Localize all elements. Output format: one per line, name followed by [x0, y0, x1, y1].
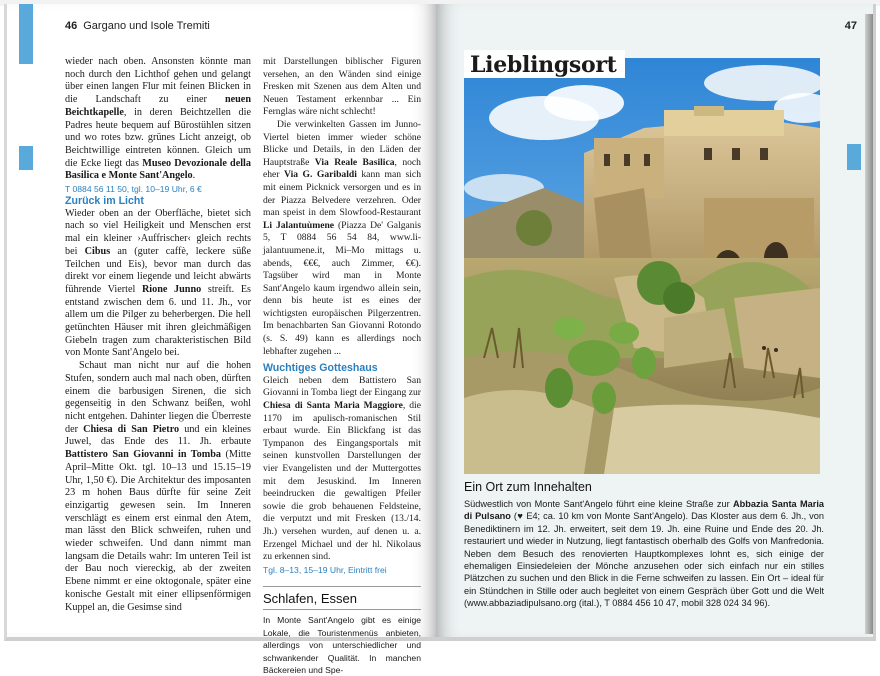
right-page-edges: [865, 14, 873, 634]
caption-text: Südwestlich von Monte Sant'Angelo führt eine kleine Straße zur Abbazia Santa Maria di Pulsano (♥ E4; ca. 10 km von Monte Sant'Angelo). Das Kloster aus dem 6. Jh., von Benediktinern im 12. Jh. erweitert, seit dem 19. Jh. eine Ruine und Ende des 20. Jh. restauriert und wieder in Nutzung, liegt fantastisch oberhalb des Golfs von Manfredonia. Neben dem Besuch des renovierten Hauptkomplexes lohnt es, sich einige der ehemaligen Einsiedeleien der Mönche anzusehen oder sich einfach nur ein stilles Plätzchen zu suchen und den Blick in die Ferne schweifen zu lassen. Ein Ort – ideal für ein Stündchen in Stille oder auch begleitet von einem Gespräch über Gott und die Welt (www.abbaziadipulsano.org (ital.), T 0884 456 10 47, mobil 328 024 34 96).: [464, 499, 824, 609]
chapter-tab-marker-right: [847, 144, 861, 170]
paragraph: Wieder oben an der Oberfläche, bietet sich nach so viel Heiligkeit und Menschen erst mal ein kleiner ›Auffrischer‹ gleich rechts bei Cibus an (guter caffè, leckere süße Teilchen und Eis), bevor man durch das direkt vor einem liegende und leicht abwärts führende Viertel Rione Junno streift. Es entstand zwischen dem 6. und 11. Jh., vor allem um die Pilger zu beherbergen. Die hell getünchten Häuser mit ihren gleichmäßigen Giebeln tragen zum charakteristischen Bild von Monte Sant'Angelo bei.: [65, 207, 252, 359]
chapter-tab-marker: [19, 4, 33, 64]
section-divider: [263, 609, 421, 610]
section-heading: Schlafen, Essen: [263, 586, 421, 606]
paragraph: In Monte Sant'Angelo gibt es einige Lokale, die Touristenmenüs anbieten, allerdings von unterschiedlicher und schwankender Qualität. In manchen Bäckereien und Spe-: [263, 615, 421, 675]
paragraph: Gleich neben dem Battistero San Giovanni in Tomba liegt der Eingang zur Chiesa di Santa Maria Maggiore, die 1170 im apulisch-romanischen Stil erbaut wurde. Ein Blickfang ist das Tympanon des Eingangsportals mit seinen kunstvollen Darstellungen der vier Evangelisten und der Muttergottes mit dem Jesuskind. Im Inneren beeindrucken die gewaltigen Pfeiler sowie die grob behauenen Feldsteine, die verputzt und mit Fresken (13./14. Jh.) versehen wurden, auf denen u. a. Erzengel Michael und der hl. Nikolaus zu erkennen sind.: [263, 374, 421, 563]
paragraph: Die verwinkelten Gassen im Junno-Viertel bieten immer wieder schöne Blicke und Details, in den Läden der Hauptstraße Via Reale Basilica, noch eher Via G. Garibaldi kann man sich mit einem Picknick versorgen und es in der Piazza Belvedere verzehren. Oder man speist in dem Slowfood-Restaurant Li Jalantuùmene (Piazza De' Galganis 5, T 0884 56 54 84, www.li-jalantuumene.it, Mi–Mo mittags u. abends, €€€, auch Zimmer, €€). Tagsüber wird man in Monte Sant'Angelo kaum irgendwo allein sein, denn bis heute ist es eines der wichtigsten europäischen Pilgerzentren. Im benachbarten San Giovanni Rotondo (s. S. 49) kann es allerdings noch lebhafter zugehen ...: [263, 118, 421, 357]
running-head-title: Gargano und Isole Tremiti: [83, 20, 210, 32]
subheading: Zurück im Licht: [65, 195, 144, 208]
paragraph: Schaut man nicht nur auf die hohen Stufen, sondern auch mal nach oben, dürften einem die barbusigen Sirenen, die sich gegenseitig in den Schwanz beißen, wohl nicht entgehen. Dahinter liegen die Überreste der Chiesa di San Pietro und ein kleines Juwel, das Ende des 11. Jh. erbaute Battistero San Giovanni in Tomba (Mitte April–Mitte Okt. tgl. 10–13 und 15.15–19 Uhr, 1,50 €). Die Architektur des imposanten 23 m hohen Baus dürfte für seine Zeit einzigartig gewesen sein. Im Inneren verschlägt es einem erst einmal den Atem, man lässt den Blick schweifen, ruhen und wieder schweifen. Und dann nimmt man langsam die Details wahr: Im unteren Teil ist der Bau noch viereckig, ab der zweiten Ebene nimmt er eine oktogonale, später eine konische Gestalt mit einer ellipsenförmigen Kuppel an, die Gesimse sind: [65, 360, 251, 613]
paragraph: wieder nach oben. Ansonsten könnte man noch durch den Lichthof gehen und gelangt über einen langen Flur mit feinen Blicken in die Landschaft zu einer neuen Beichtkapelle, in deren Beichtzellen die Padres heute bequem auf Bürostühlen sitzen und wo rotes bzw. grünes Licht anzeigt, ob Beichtwillige eintreten können. Gleich um die Ecke liegt das Museo Devozionale della Basilica e Monte Sant'Angelo.: [65, 56, 251, 182]
landscape-photo: [464, 58, 820, 474]
abbey-photo-illustration: [464, 58, 820, 474]
feature-title: Lieblingsort: [464, 50, 625, 78]
chapter-tab-marker-lower: [19, 146, 33, 170]
running-head: [65, 20, 210, 32]
info-line: Tgl. 8–13, 15–19 Uhr, Eintritt frei: [263, 564, 387, 575]
subheading: Wuchtiges Gotteshaus: [263, 362, 378, 375]
text-column-2: [263, 56, 421, 676]
open-book: [4, 4, 876, 675]
info-line: T 0884 56 11 50, tgl. 10–19 Uhr, 6 €: [65, 184, 202, 195]
paragraph: mit Darstellungen biblischer Figuren versehen, an den Wänden sind einige Fresken mit Szenen aus dem Alten und Neuen Testament erkennbar ... Ein Fernglas wäre nicht schlecht!: [263, 56, 421, 118]
text-column-1: [65, 56, 251, 614]
left-page: [4, 4, 436, 675]
caption-heading: Ein Ort zum Innehalten: [464, 480, 592, 494]
right-page: [436, 4, 876, 641]
right-page-number: 47: [844, 20, 857, 32]
left-page-number: 46: [65, 20, 78, 32]
